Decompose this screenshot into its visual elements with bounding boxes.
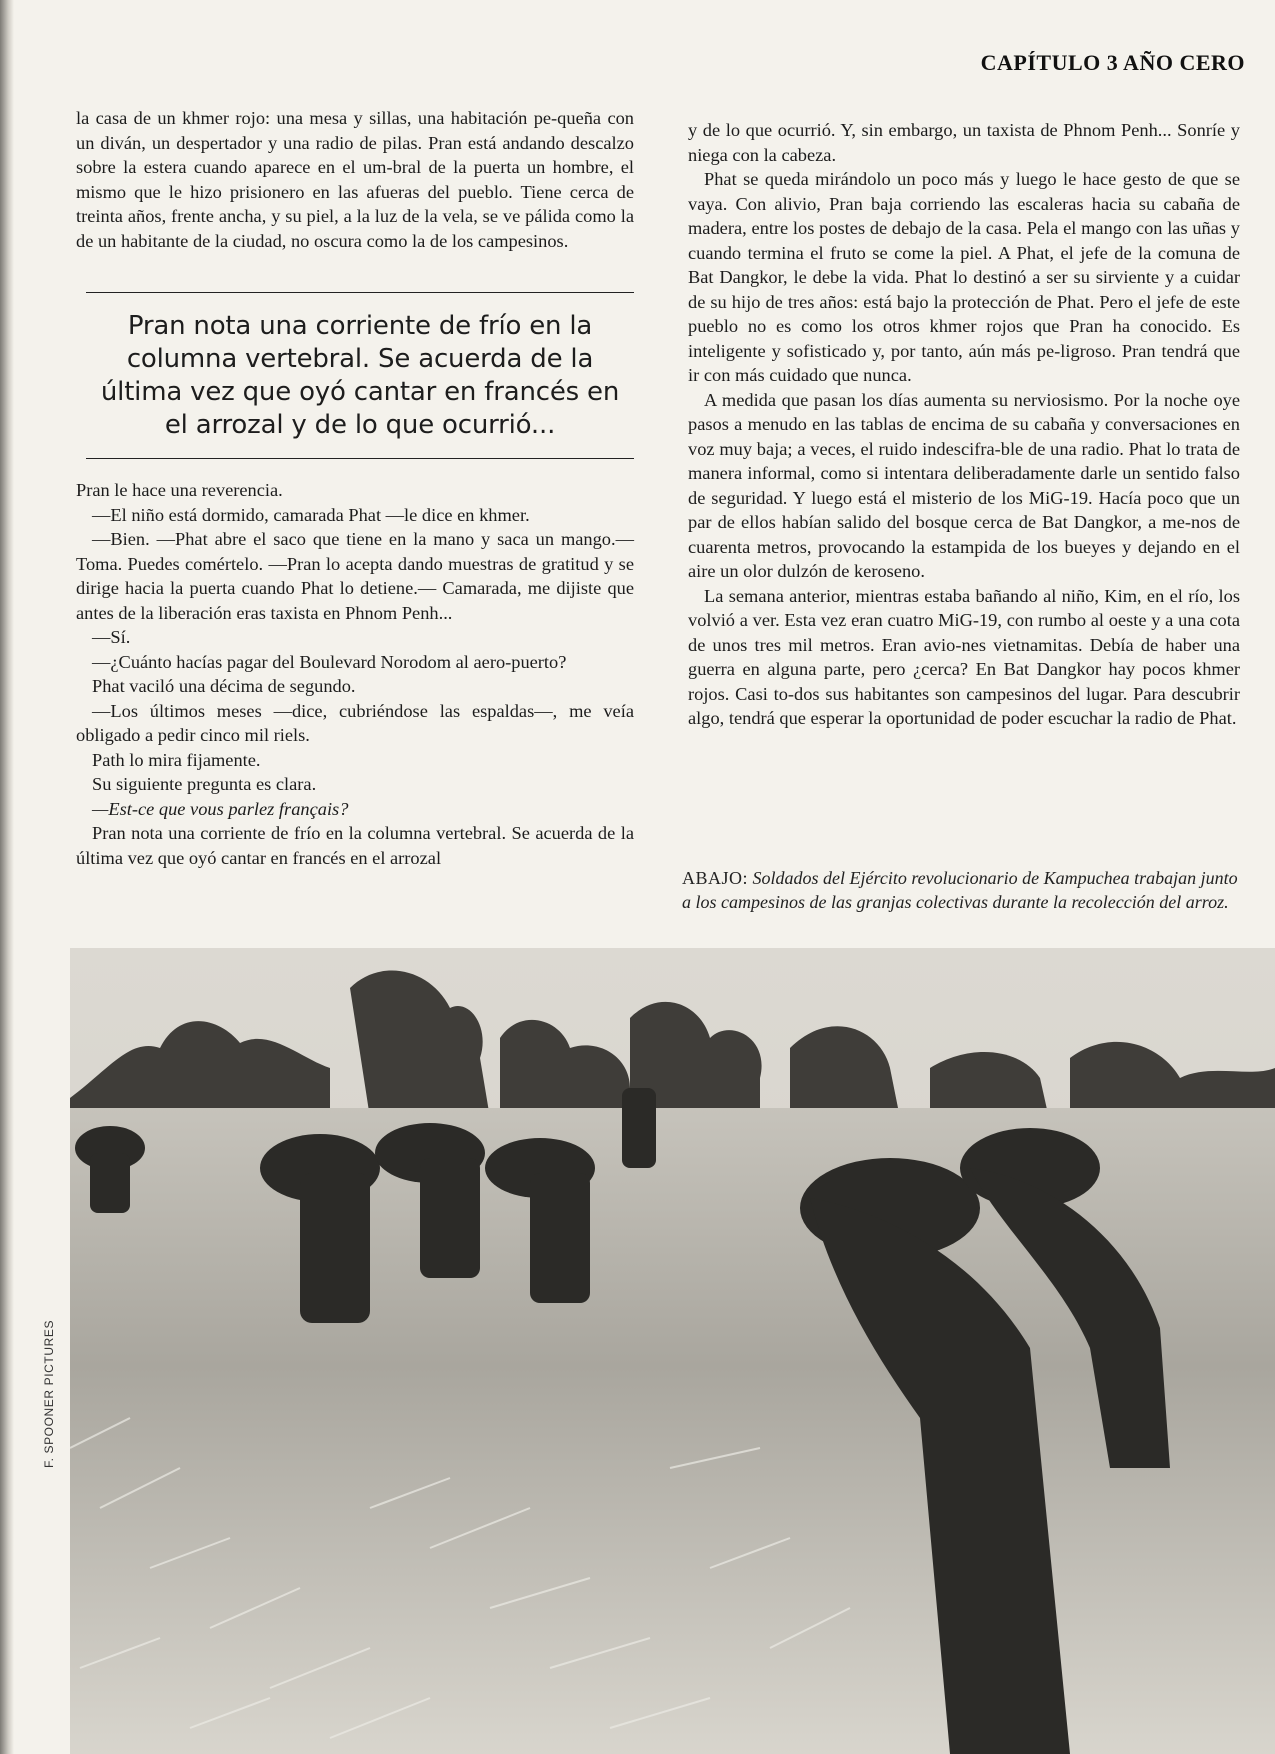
dialogue-line: Su siguiente pregunta es clara. (92, 774, 317, 794)
dialogue-line: Pran nota una corriente de frío en la columna vertebral. Se acuerda de la última vez que oyó cantar en francés en el arrozal (76, 823, 634, 868)
pull-quote-text: Pran nota una corriente de frío en la columna vertebral. Se acuerda de la última vez que oyó cantar en francés en el arrozal y de lo que ocurrió... (100, 311, 620, 440)
photo-caption (682, 866, 1242, 914)
right-paragraph: A medida que pasan los días aumenta su nerviosismo. Por la noche oye pasos a menudo en las tablas de encima de su cabaña y conversaciones en voz muy baja; a veces, el ruido indescifra-ble de una radio. Phat lo trata de manera informal, como si intentara deliberadamente darle un sentido falso de seguridad. Y luego está el misterio de los MiG-19. Hacía poco que un par de ellos habían salido del bosque cerca de Bat Dangkor, a me-nos de cuarenta metros, provocando la estampida de los bueyes y dejando en el aire un olor dulzón de keroseno. (688, 389, 1240, 581)
right-paragraph: La semana anterior, mientras estaba bañando al niño, Kim, en el río, los volvió a ver. Esta vez eran cuatro MiG-19, con rumbo al oeste y a una cota de unos tres mil metros. Eran avio-nes vietnamitas. Debía de haber una guerra en alguna parte, pero ¿cerca? En Bat Dangkor hay pocos khmer rojos. Casi to-dos sus habitantes son campesinos del lugar. Para descubrir algo, tendrá que esperar la oportunidad de poder escuchar la radio de Phat. (688, 585, 1240, 728)
page-edge (0, 0, 14, 1754)
opening-paragraph: la casa de un khmer rojo: una mesa y sillas, una habitación pe-queña con un diván, un despertador y una radio de pilas. Pran está andando descalzo sobre la estera cuando aparece en el um-bral de la puerta un hombre, el mismo que le hizo prisionero en las afueras del pueblo. Tiene cerca de treinta años, frente ancha, y su piel, a la luz de la vela, se ve pálida como la de un habitante de la ciudad, no oscura como la de los campesinos. (76, 108, 634, 251)
running-head: CAPÍTULO 3 AÑO CERO (980, 50, 1245, 75)
photo-field (70, 1108, 1275, 1754)
dialogue-line: —El niño está dormido, camarada Phat —le dice en khmer. (92, 504, 530, 525)
right-paragraph: Phat se queda mirándolo un poco más y luego le hace gesto de que se vaya. Con alivio, Pran baja corriendo las escaleras hacia su cabaña de madera, entre los postes de debajo de la casa. Pela el mango con las uñas y cuando termina el fruto se come la piel. A Phat, el jefe de la comuna de Bat Dangkor, le debe la vida. Phat lo destinó a ser su sirviente y a cuidar de su hijo de tres años: está bajo la protección de Phat. Pero el jefe de este pueblo no es como los otros khmer rojos que Pran ha conocido. Es inteligente y sofisticado y, por tanto, aún más pe-ligroso. Pran tendrá que ir con más cuidado que nunca. (688, 169, 1240, 385)
right-column (688, 118, 1240, 731)
dialogue-line: Pran le hace una reverencia. (76, 480, 283, 500)
dialogue-line: Path lo mira fijamente. (92, 749, 261, 770)
dialogue-line: —Sí. (92, 627, 131, 647)
caption-text: Soldados del Ejército revolucionario de Kampuchea trabajan junto a los campesinos de las granjas colectivas durante la recolección del arroz. (682, 868, 1238, 912)
left-column-dialogue (76, 478, 634, 870)
photo-credit: F. SPOONER PICTURES (42, 1319, 56, 1468)
rice-harvest-photo (70, 948, 1275, 1754)
french-question: —Est-ce que vous parlez français? (92, 798, 349, 819)
dialogue-line: —Los últimos meses —dice, cubriéndose las espaldas—, me veía obligado a pedir cinco mil riels. (76, 700, 634, 745)
right-paragraph: y de lo que ocurrió. Y, sin embargo, un taxista de Phnom Penh... Sonríe y niega con la cabeza. (688, 120, 1240, 165)
pull-quote (86, 292, 634, 459)
dialogue-line: —Bien. —Phat abre el saco que tiene en la mano y saca un mango.— Toma. Puedes comértelo. —Pran lo acepta dando muestras de gratitud y se dirige hacia la puerta cuando Phat lo detiene.— Camarada, me dijiste que antes de la liberación eras taxista en Phnom Penh... (76, 529, 634, 623)
caption-lead: ABAJO: (682, 868, 749, 888)
left-column-opening (76, 106, 634, 253)
dialogue-line: —¿Cuánto hacías pagar del Boulevard Norodom al aero-puerto? (92, 651, 567, 672)
dialogue-line: Phat vaciló una décima de segundo. (92, 676, 356, 696)
